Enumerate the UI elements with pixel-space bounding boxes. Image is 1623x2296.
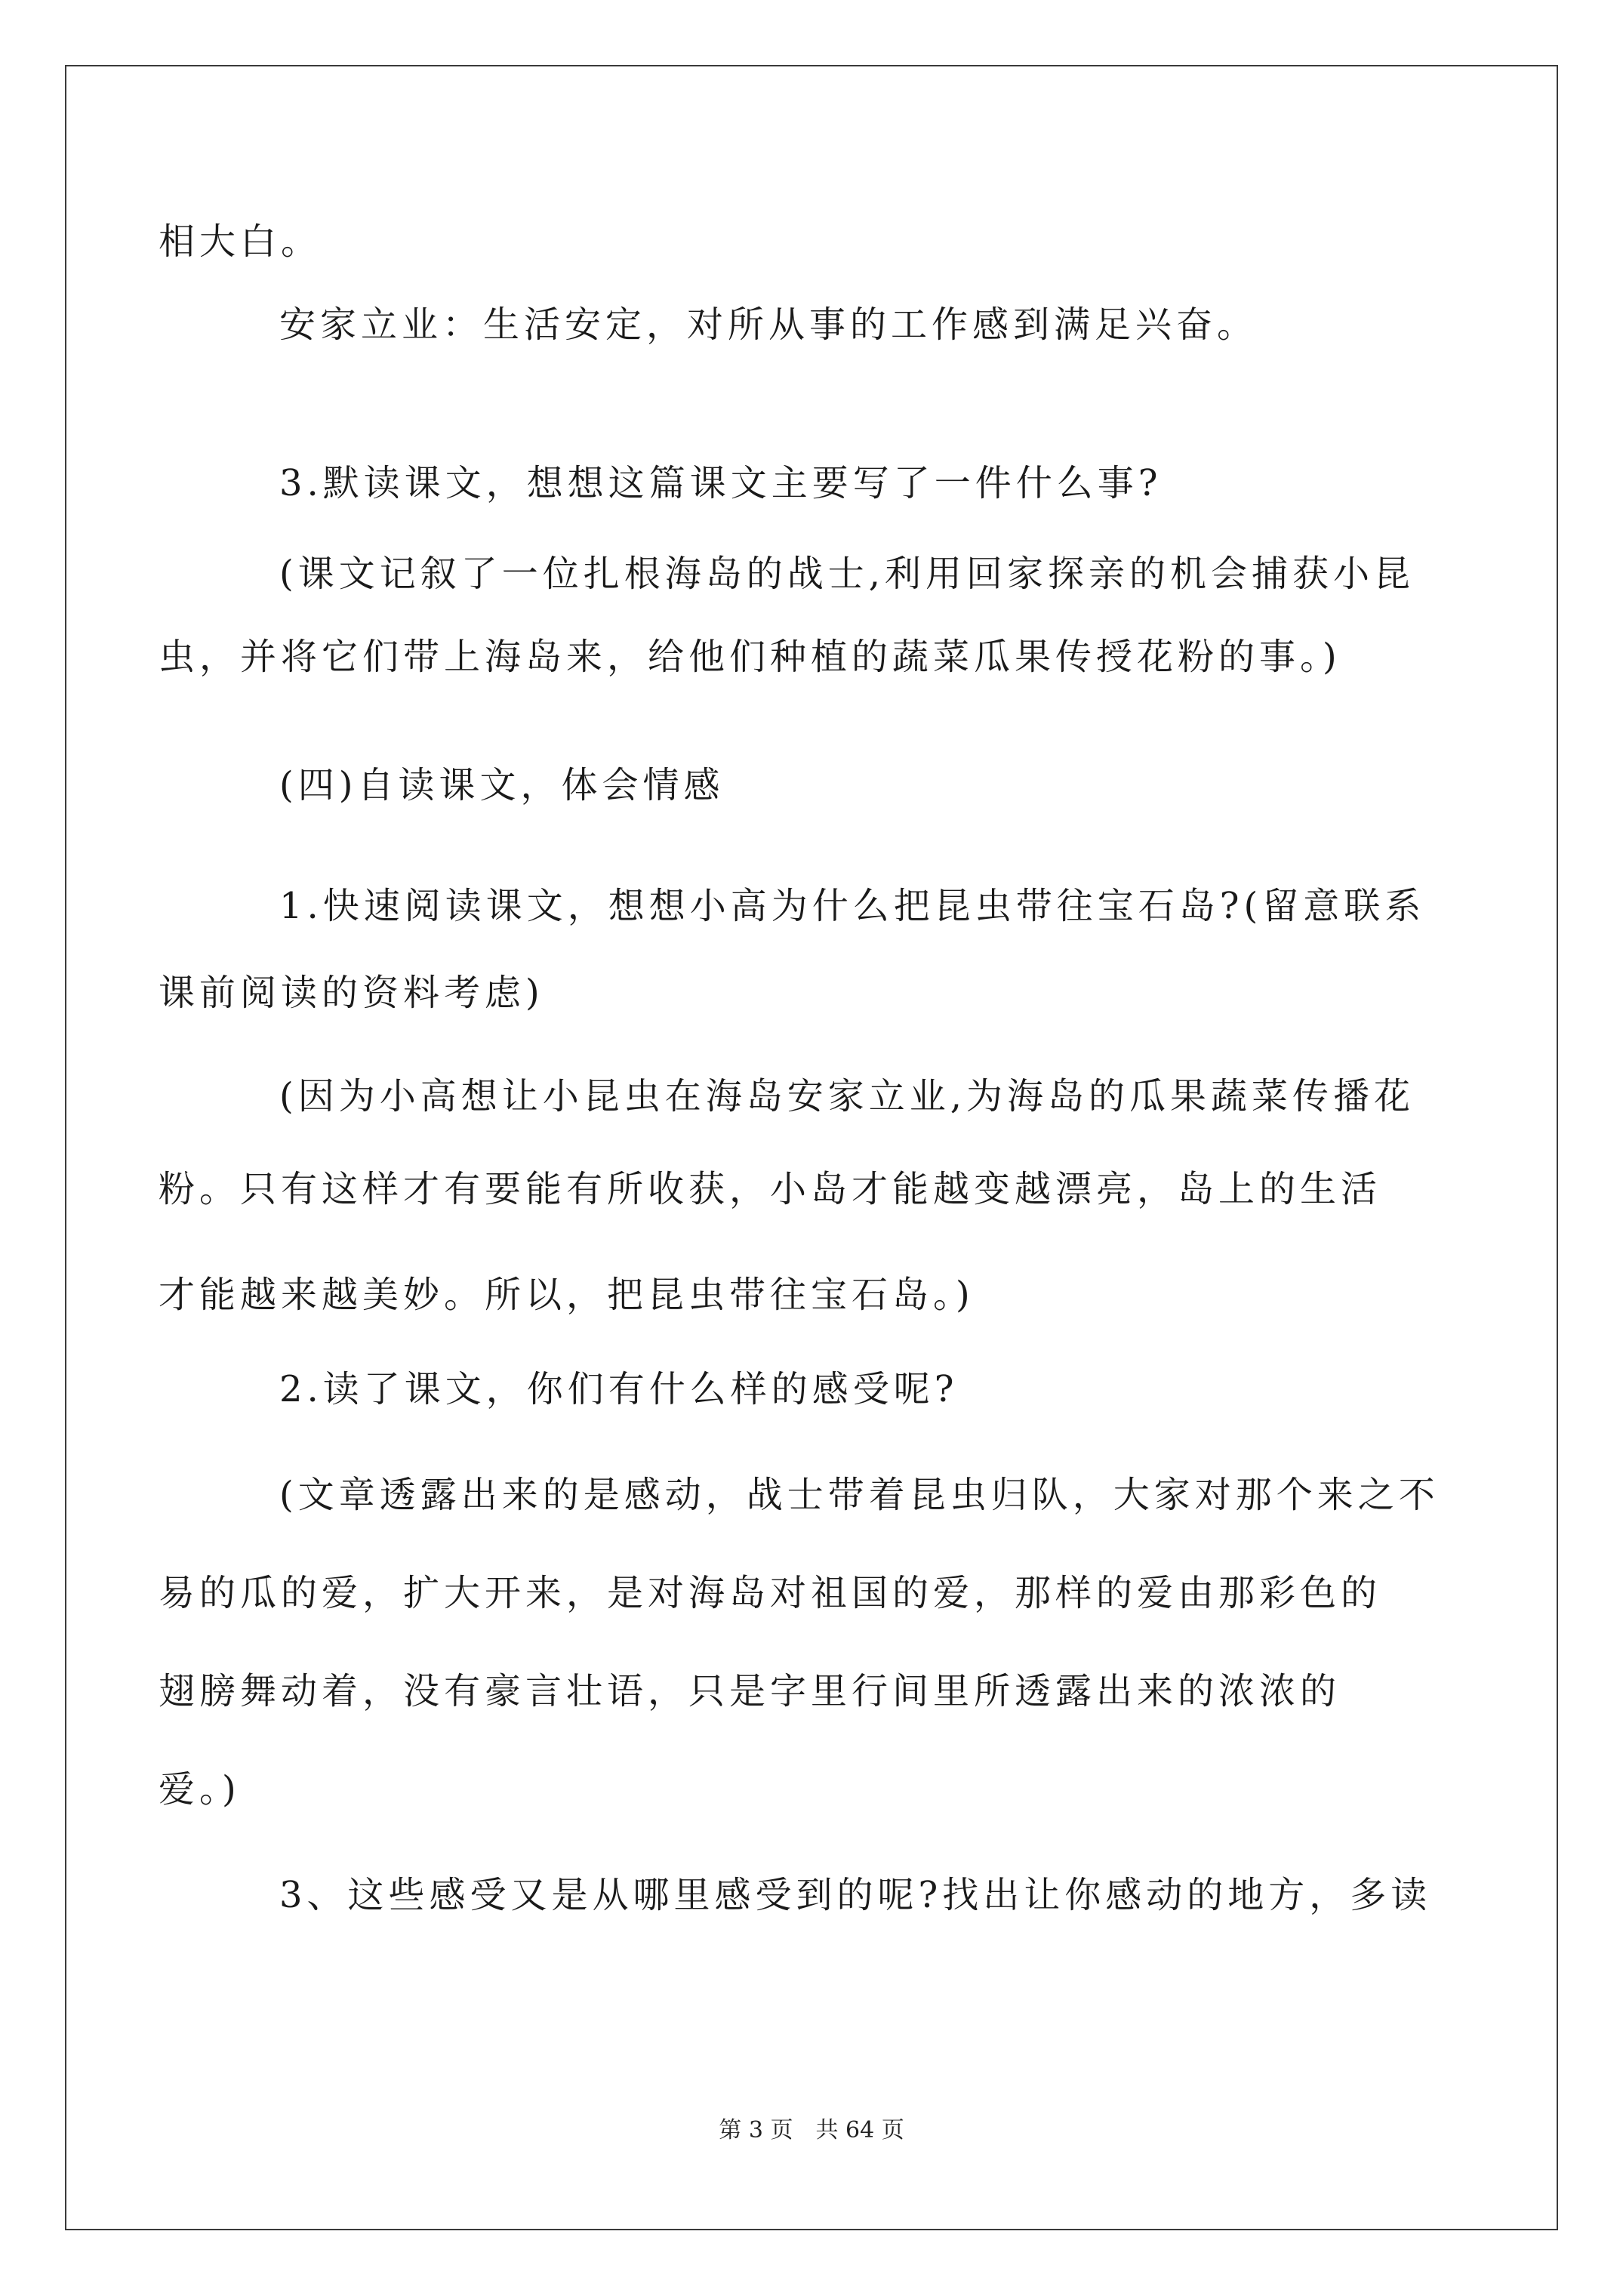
- text-line: 爱。): [159, 1768, 241, 1811]
- text-line: (因为小高想让小昆虫在海岛安家立业,为海岛的瓜果蔬菜传播花: [279, 1075, 1415, 1117]
- text-line: 相大白。: [159, 220, 322, 263]
- text-line: (文章透露出来的是感动，战士带着昆虫归队，大家对那个来之不: [279, 1474, 1440, 1516]
- text-line: 易的瓜的爱，扩大开来，是对海岛对祖国的爱，那样的爱由那彩色的: [159, 1572, 1382, 1614]
- text-line: 粉。只有这样才有要能有所收获，小岛才能越变越漂亮，岛上的生活: [159, 1168, 1382, 1210]
- text-line: (四)自读课文，体会情感: [279, 764, 725, 806]
- page-number: 第 3 页 共 64 页: [719, 2117, 904, 2143]
- text-line: 才能越来越美妙。所以，把昆虫带往宝石岛。): [159, 1274, 975, 1316]
- text-line: 课前阅读的资料考虑): [159, 972, 544, 1014]
- text-line: 3.默读课文，想想这篇课文主要写了一件什么事?: [279, 462, 1163, 504]
- text-line: 虫，并将它们带上海岛来，给他们种植的蔬菜瓜果传授花粉的事。): [159, 636, 1341, 678]
- text-line: 翅膀舞动着，没有豪言壮语，只是字里行间里所透露出来的浓浓的: [159, 1670, 1341, 1712]
- text-line: 安家立业：生活安定，对所从事的工作感到满足兴奋。: [279, 304, 1258, 346]
- text-line: 3、这些感受又是从哪里感受到的呢?找出让你感动的地方，多读: [279, 1874, 1432, 1916]
- text-line: (课文记叙了一位扎根海岛的战士,利用回家探亲的机会捕获小昆: [279, 553, 1415, 595]
- text-line: 1.快速阅读课文，想想小高为什么把昆虫带往宝石岛?(留意联系: [279, 885, 1426, 927]
- text-line: 2.读了课文，你们有什么样的感受呢?: [279, 1368, 959, 1410]
